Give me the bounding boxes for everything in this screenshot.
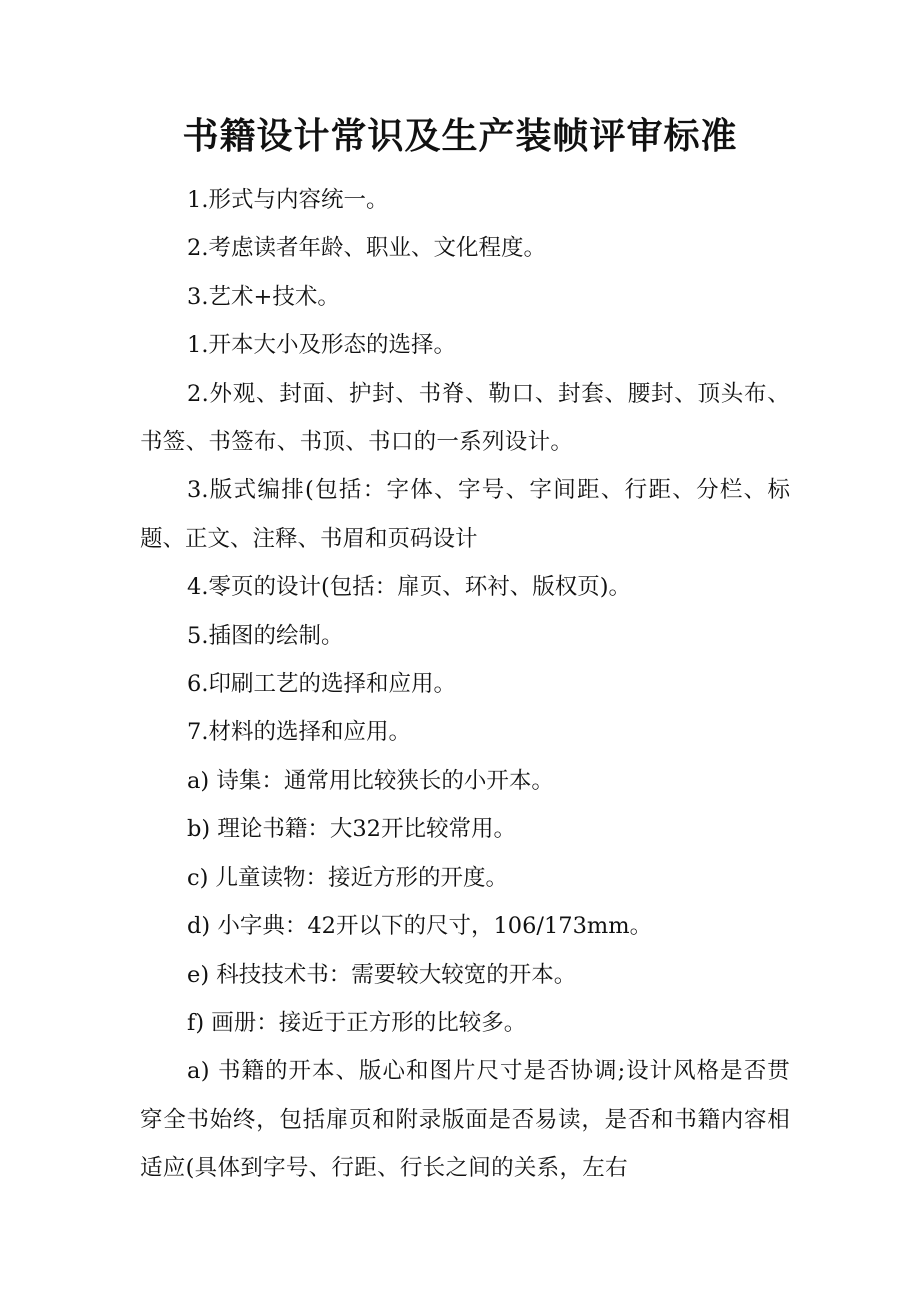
paragraph-design-3: 3.版式编排(包括：字体、字号、字间距、行距、分栏、标题、正文、注释、书眉和页码设计 [140, 477, 790, 552]
paragraph-principle-1: 1.形式与内容统一。 [187, 187, 389, 213]
paragraph-format-c: c) 儿童读物：接近方形的开度。 [187, 864, 509, 891]
paragraph-design-4: 4.零页的设计(包括：扉页、环衬、版权页)。 [187, 574, 632, 601]
paragraph-principle-2: 2.考虑读者年龄、职业、文化程度。 [187, 235, 546, 262]
paragraph-design-6: 6.印刷工艺的选择和应用。 [187, 671, 456, 698]
paragraph-format-a: a) 诗集：通常用比较狭长的小开本。 [187, 767, 554, 794]
paragraph-design-1: 1.开本大小及形态的选择。 [187, 332, 456, 359]
paragraph-format-d: d) 小字典：42开以下的尺寸，106/173mm。 [187, 913, 653, 940]
document-body [140, 176, 790, 1193]
paragraph-format-e: e) 科技技术书：需要较大较宽的开本。 [187, 961, 577, 988]
paragraph-format-b: b) 理论书籍：大32开比较常用。 [187, 816, 516, 843]
paragraph-format-f: f) 画册：接近于正方形的比较多。 [187, 1009, 527, 1036]
paragraph-design-7: 7.材料的选择和应用。 [187, 719, 411, 746]
paragraph-principle-3: 3.艺术+技术。 [187, 283, 340, 310]
paragraph-design-2: 2.外观、封面、护封、书脊、勒口、封套、腰封、顶头布、书签、书签布、书顶、书口的一系列设计。 [140, 380, 790, 456]
paragraph-design-5: 5.插图的绘制。 [187, 622, 344, 649]
paragraph-review-a: a) 书籍的开本、版心和图片尺寸是否协调;设计风格是否贯穿全书始终，包括扉页和附录版面是否易读，是否和书籍内容相适应(具体到字号、行距、行长之间的关系，左右 [140, 1058, 790, 1182]
document-title: 书籍设计常识及生产装帧评审标准 [182, 115, 738, 157]
